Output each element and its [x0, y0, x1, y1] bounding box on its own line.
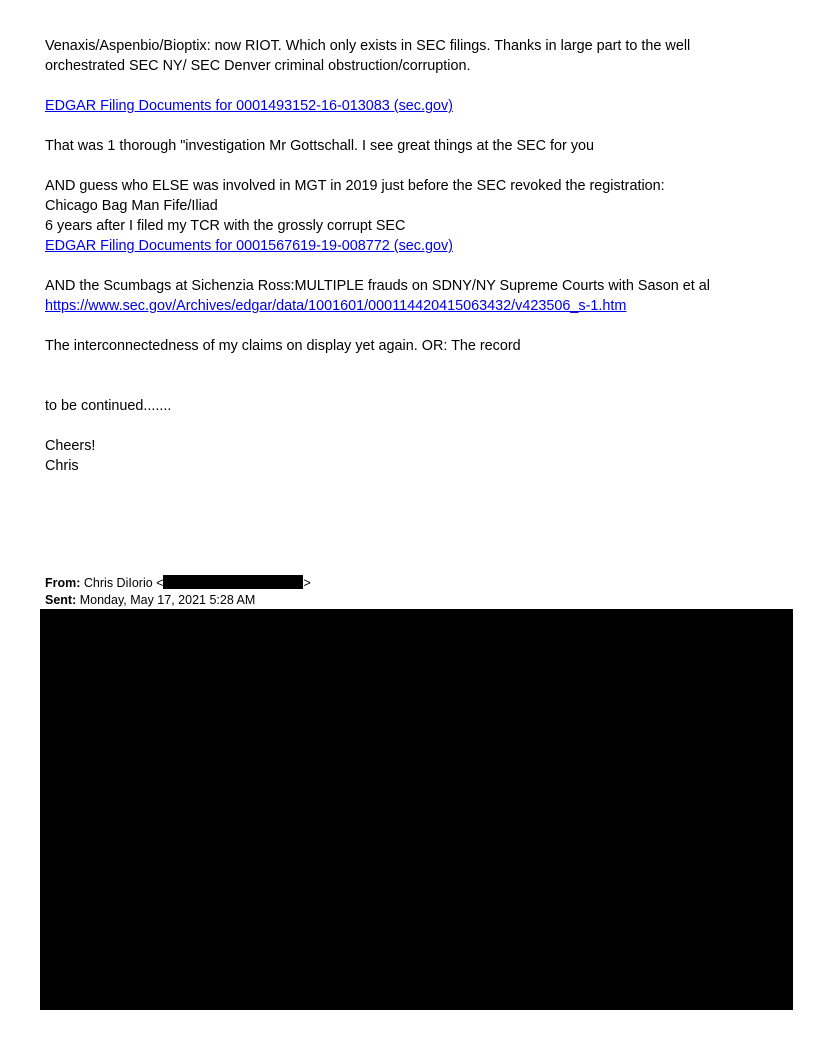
from-label: From:: [45, 576, 81, 590]
from-close: >: [303, 576, 311, 590]
paragraph-mgt-line1: AND guess who ELSE was involved in MGT in 2019 just before the SEC revoked the registration:: [45, 178, 665, 194]
paragraph-riot: Venaxis/Aspenbio/Bioptix: now RIOT. Which only exists in SEC filings. Thanks in large part to the well orchestrated SEC NY/ SEC Denver criminal obstruction/corruption.: [45, 38, 691, 74]
paragraph-to-be-continued: to be continued.......: [45, 398, 172, 414]
email-header: [45, 575, 311, 609]
edgar-link-2[interactable]: EDGAR Filing Documents for 0001567619-19-008772 (sec.gov): [45, 238, 453, 254]
edgar-link-1[interactable]: EDGAR Filing Documents for 0001493152-16-013083 (sec.gov): [45, 98, 453, 114]
sec-archive-link[interactable]: https://www.sec.gov/Archives/edgar/data/1001601/000114420415063432/v423506_s-1.htm: [45, 298, 627, 314]
sent-label: Sent:: [45, 593, 77, 607]
from-name: Chris DiIorio <: [83, 576, 164, 590]
paragraph-investigation: That was 1 thorough "investigation Mr Gottschall. I see great things at the SEC for you: [45, 138, 595, 154]
from-line: [45, 575, 311, 592]
closing-cheers: Cheers!: [45, 438, 96, 454]
redaction-block: [40, 609, 793, 1010]
paragraph-mgt-line2: Chicago Bag Man Fife/Iliad: [45, 198, 218, 214]
email-body: [45, 36, 765, 476]
redacted-email-address: [163, 575, 303, 589]
paragraph-mgt-line3: 6 years after I filed my TCR with the grossly corrupt SEC: [45, 218, 406, 234]
signature-name: Chris: [45, 458, 79, 474]
sent-line: [45, 592, 311, 609]
sent-value: Monday, May 17, 2021 5:28 AM: [79, 593, 256, 607]
paragraph-interconnectedness: The interconnectedness of my claims on display yet again. OR: The record: [45, 338, 521, 354]
paragraph-sichenzia: AND the Scumbags at Sichenzia Ross:MULTIPLE frauds on SDNY/NY Supreme Courts with Sason et al: [45, 278, 710, 294]
